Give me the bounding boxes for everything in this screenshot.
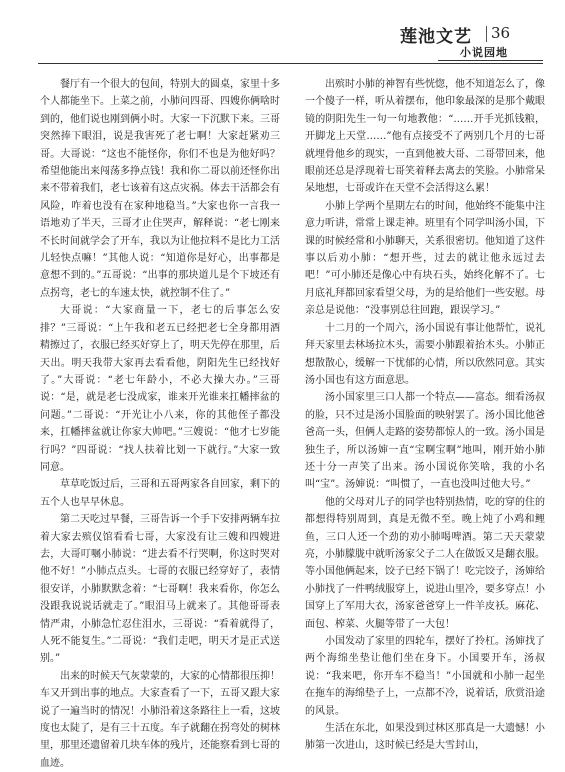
paragraph: 出殡时小肺的神智有些恍惚，他不知道怎么了，像一个傻子一样，听从着摆布，他印象最深的是那个戴眼镜的阴阳先生一句一句地教他：“……开手光抓钱粮，开脚龙上天堂……”他有点接受不了两别几个月的七哥就埋骨他乡的现实，一直到他被大哥、二哥带回来，他眼前还总是浮现着七哥笑着释去离去的笑脸。小肺常呆呆地想，七哥或许在天堂不会活得这么累！ <box>305 79 545 195</box>
paragraph: 草草吃饭过后，三哥和五哥两家各自回家，剩下的五个人也早早休息。 <box>40 479 280 508</box>
section-title: 小说园地 <box>460 46 508 59</box>
paragraph: 大哥说：“大家商量一下，老七的后事怎么安排？”三哥说：“上午我和老五已经把老七全身都用酒精擦过了，衣服已经买好穿上了，明天先停在那里，后天出。明天我带大家再去看看他，阴阳先生已经找好了。”大哥说：“老七年龄小，不必大操大办。”三哥说：“是，就是老七没成家，谁来开光谁来扛幡摔盆的问题。”二哥说：“开光让小八来，你的其他侄子都没来，扛幡摔盆就让你家大帅吧。”三嫂说：“他才七岁能行吗？”四哥说：“找人扶着比划一下就行。”大家一致同意。 <box>40 305 280 473</box>
paragraph: 十二月的一个周六，汤小国说有事让他帮忙，说礼拜天家里去林场拉木头，需要小肺跟着抬木头。小肺正想散散心，缓解一下忧郁的心情，所以欣然同意。其实汤小国也有这方面意思。 <box>305 322 545 386</box>
header-rule <box>38 63 543 64</box>
magazine-title: 莲池文艺 <box>400 27 472 47</box>
header-rule-short <box>438 60 543 61</box>
paragraph: 餐厅有一个很大的包间，特别大的圆桌，家里十多个人都能坐下。上菜之前，小肺问四哥、四嫂你俩啥时到的，他们说也刚到俩小时。大家一下沉默下来。三哥突然捧下眼泪，说是我害死了老七啊！大家赶紧劝三哥。大哥说：“这也不能怪你，你们不也是为他好吗？希望他能出来闯荡多挣点钱！我和你二哥以前还怪你出来不带着我们，老七该着有这点灾祸。体去干活都会有风险，咋着也没有在家种地稳当。”大家也你一言我一语地劝了半天，三哥才止住哭声，解释说：“老七刚来不长时间就学会了开车，我以为让他拉料不是比力工活儿轻快点嘛！”其他人说：“知道你是好心，出事都是意想不到的。”五哥说：“出事的那块道儿是个下坡还有点拐弯，老七的车速太快，就控制不住了。” <box>40 79 280 299</box>
paragraph: 出来的时候天气灰蒙蒙的，大家的心情都很压抑！车又开到出事的地点。大家查看了一下，五哥又跟大家说了一遍当时的情况！小肺沿着这条路往上一看，这坡度也太陡了，是有三十五度。车子就翻在拐弯处的树林里，那里还遗留着几块车体的残片，还能察看到七哥的血迹。 <box>40 670 280 769</box>
paragraph: 他的父母对儿子的同学也特别热情，吃的穿的住的都想得特别周到，真是无微不至。晚上炖了小鸡和鲤鱼，三口人还一个劲的劝小肺喝啤酒。第二天天蒙蒙亮，小肺朦胧中就听汤家父子二人在做饭又是翻衣服。等小国他俩起来，饺子已经下锅了！吃完饺子，汤婶给小肺找了一件鸭绒服穿上，说进山里冷，要多穿点！小国穿上了军用大衣，汤家爸爸穿上一件羊皮袄。麻花、面包、榨菜、火腿等带了一大包！ <box>305 496 545 630</box>
page-header <box>0 0 565 72</box>
paragraph: 小国发动了家里的四轮车，摆好了拎杠。汤婶找了两个海绵坐垫让他们坐在身下。小国要开车，汤叔说：“我来吧，你开车不稳当！”小国就和小肺一起坐在拖车的海绵垫子上，一点都不冷，说着话，欣赏沿途的风景。 <box>305 636 545 717</box>
right-column <box>305 76 545 756</box>
paragraph: 小肺上学两个星期左右的时间，他始终不能集中注意力听讲，常常上课走神。班里有个同学叫汤小国，下课的时候经常和小肺聊天，关系很密切。他知道了这件事以后劝小肺：“想开些，过去的就让他永远过去吧！”可小肺还是像心中有块石头，始终化解不了。七月底礼拜都回家看望父母，为的是给他们一些安慰。母亲总是说他：“没事别总往回跑，跟误学习。” <box>305 200 545 317</box>
paragraph: 汤小国家里三口人都一个特点——富态。细看汤叔的脸，只不过是汤小国脸面的映射罢了。汤小国比他爸爸高一头，但俩人走路的姿势都惊人的一致。汤小国是独生子，所以汤婶一直“宝啊宝啊”地叫，刚开始小肺还十分一声笑了出来。汤小国说你笑啥，我的小名叫“宝”。汤婶说：“叫惯了，一直也没叫过他大号。” <box>305 392 545 491</box>
article-body <box>40 76 545 769</box>
left-column <box>40 76 280 769</box>
paragraph: 生活在东北，如果没到过林区那真是一大遗憾！小肺第一次进山，这时候已经是大雪封山， <box>305 723 545 752</box>
paragraph: 第二天吃过早餐，三哥告诉一个手下安排两辆车拉着大家去殡仪馆看看七哥，大家没有让三嫂和四嫂进去，大哥叮嘱小肺说：“进去看不行哭啊，你这时哭对他不好！”小肺点点头。七哥的衣服已经穿好了，表情很安详，小肺默默念着：“七哥啊！我来看你，你怎么没跟我说说话就走了。”眼泪马上就来了。其他哥哥表情严肃，小肺急忙忍住泪水，三哥说：“看着就得了，人死不能复生。”二哥说：“我们走吧，明天才是正式送别。” <box>40 514 280 665</box>
page-number: 36 <box>491 24 511 42</box>
